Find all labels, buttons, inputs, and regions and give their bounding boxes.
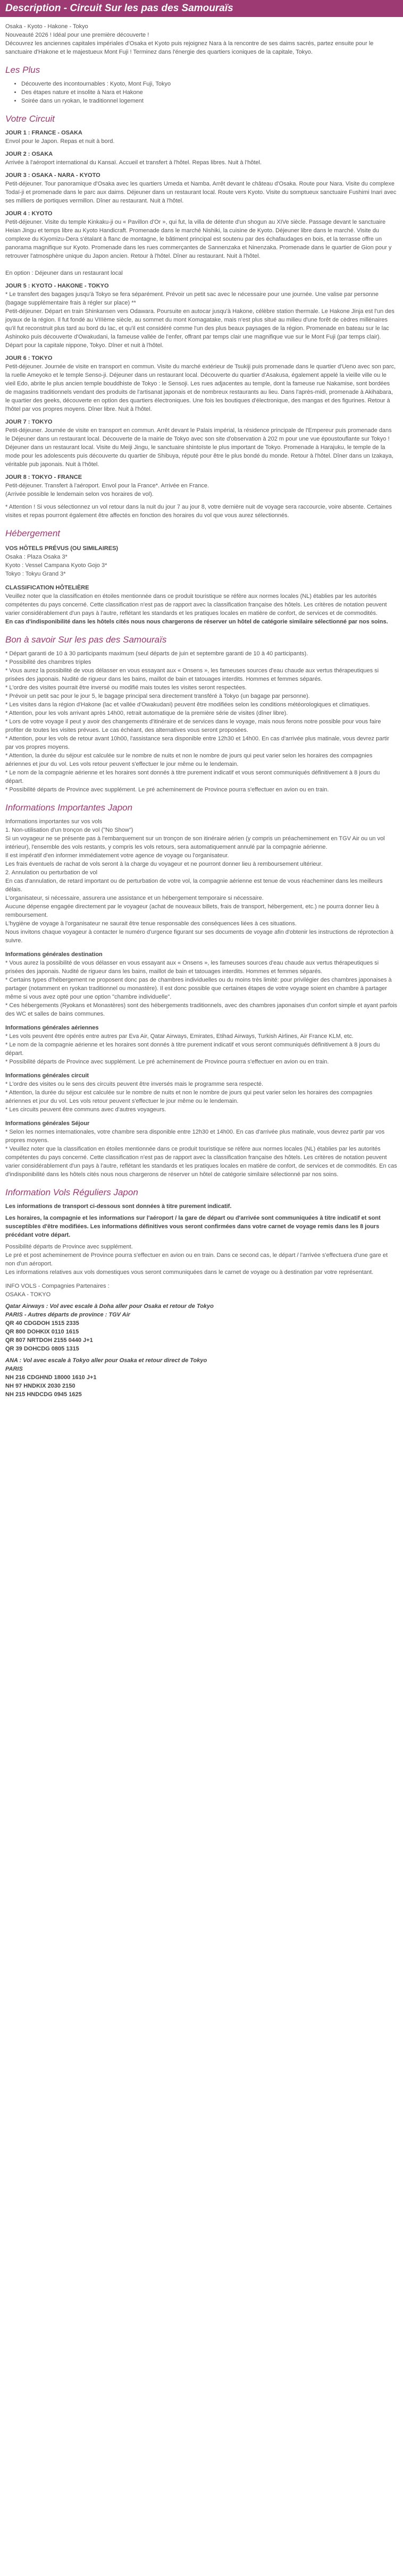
good-to-know-item: * Attention, la durée du séjour est calculée sur le nombre de nuits et non le nombre de jours qui peut varier selon les horaires des compagnies aériennes et jour du vol. Les vols retour peuvent s'effectuer le jour même ou le lendemain. — [5, 753, 373, 767]
ana-flight: NH 97 HNDKIX 2030 2150 — [5, 1383, 75, 1389]
day-text: Petit-déjeuner. Visite du temple Kinkaku-ji ou « Pavillon d'Or », qui fut, la villa de détente d'un shogun au XIVe siècle. Passage devant le sanctuaire Heian Jingu et temps libre au Kyoto Handicraft. Promenade dans le marché Nishiki, la cuisine de Kyoto. Déjeuner libre dans le marché. Visite du complexe du Kiyomizu-Dera s'étalant à flanc de montagne, le bâtiment principal est soutenu par des échafaudages en bois, et la terrasse offre un panorama magnifique sur Kyoto. Promenade dans les rues commerçantes de Sannenzaka et Ninenzaka. Promenade dans le quartier de Gion pour y retrouver l'atmosphère unique du Japon ancien. Retour à l'hôtel. Dîner au restaurant. Nuit à l'hôtel. En option : Déjeuner dans un restaurant local — [5, 219, 392, 276]
hotels-heading: Hébergement — [5, 528, 61, 538]
page-banner — [0, 0, 403, 17]
important-heading: Informations Importantes Japon — [5, 803, 133, 813]
important-section — [5, 1024, 398, 1066]
banner-title: Description - Circuit Sur les pas des Samouraïs — [5, 3, 233, 14]
day-text: Petit-déjeuner. Journée de visite en transport en commun. Visite du marché extérieur de Tsukiji puis promenade dans le quartier d'Ueno avec son parc, la ruelle Ameyoko et le temple Senso-ji. Déjeuner dans un restaurant local. Découverte du quartier d'Asakusa, également appelé la vieille ville ou le vieil Edo, abrite le plus ancien temple bouddhiste de Tokyo : le Sensoji. Les rues adjacentes au temple, dont la fameuse rue Nakamise, sont bordées de magasins traditionnels vendant des produits de l'artisanat japonais et de nombreux restaurants au lieu. Dans l'après-midi, promenade à Akihabara, le quartier des geeks, découverte en option des quartiers électroniques. Une fois les boutiques d'électronique, des mangas et des figurines. Retour à l'hôtel par vos propres moyens. Dîner libre. Nuit à l'hôtel. — [5, 364, 396, 412]
day-title: JOUR 2 : OSAKA — [5, 151, 53, 157]
qatar-title: Qatar Airways : Vol avec escale à Doha aller pour Osaka et retour de Tokyo — [5, 1303, 214, 1310]
good-to-know-item: * Lors de votre voyage il peut y avoir des changements d'itinéraire et de services dans le voyage, mais nous ferons notre possible pour vous faire profiter de toutes les visites prévues. Le cas échéant, des alternatives vous seront proposées. — [5, 719, 381, 733]
day-title: JOUR 1 : FRANCE - OSAKA — [5, 130, 82, 136]
hotels-list — [5, 553, 398, 578]
day-text: * Le transfert des bagages jusqu'à Tokyo se fera séparément. Prévoir un petit sac avec le nécessaire pour une journée. Une valise par personne (bagage supplémentaire frais à régler sur place) ** Petit-déjeuner. Départ en train Shinkansen vers Odawara. Poursuite en autocar jusqu'à Hakone, célèbre station thermale. Le Hakone Jinja est l'un des joyaux de la région. Il fut fondé au VIIIème siècle, au sommet du mont Komagatake, mais n'est plus situé au milieu d'une forêt de cèdres millénaires qu'il fut reconstruit plus tard au bord du lac, et qu'il est considéré comme l'un des plus beaux paysages de la région. Promenade en bateau sur le lac Ashinoko puis découverte d'Owakudani, la fameuse vallée de l'enfer, offrant par temps clair une magnifique vue sur le Mont Fuji (par temps clair). Départ pour la capitale nippone, Tokyo. Dîner et nuit à l'hôtel. — [5, 291, 394, 349]
ana-flight: NH 215 HNDCDG 0945 1625 — [5, 1391, 82, 1398]
hotels-class-block — [5, 592, 398, 626]
hotel-item: Tokyo : Tokyu Grand 3* — [5, 571, 66, 577]
plus-item: • Découverte des incontournables : Kyoto, Mont Fuji, Tokyo — [21, 80, 398, 88]
day-block — [5, 418, 398, 469]
day-title: JOUR 3 : OSAKA - NARA - KYOTO — [5, 172, 100, 179]
day-title: JOUR 8 : TOKYO - FRANCE — [5, 474, 82, 480]
qatar-flight: QR 40 CDGDOH 1515 2335 — [5, 1320, 79, 1327]
qatar-block — [5, 1302, 398, 1353]
day-text: Petit-déjeuner. Tour panoramique d'Osaka avec les quartiers Umeda et Namba. Arrêt devant le château d'Osaka. Route pour Nara. Visite du complexe Todaï-ji et promenade dans le parc aux daims. Déjeuner dans un restaurant local. Route vers Kyoto. Visite du somptueux sanctuaire Fushimi Inari avec ses milliers de portiques vermillon. Dîner au restaurant. Nuit à l'hôtel. — [5, 181, 397, 204]
important-section-title: Informations générales circuit — [5, 1072, 89, 1079]
qatar-sub: PARIS - Autres départs de province : TGV Air — [5, 1312, 130, 1318]
ana-sub: PARIS — [5, 1366, 23, 1372]
important-section-text: * L'ordre des visites ou le sens des circuits peuvent être inversés mais le programme sera respecté. * Attention, la durée du séjour est calculée sur le nombre de nuits et non le nombre de jours qui peut varier selon les horaires des compagnies aériennes et jour du vol. Les vols retour peuvent s'effectuer le jour même ou le lendemain. * Les circuits peuvent être communs avec d'autres voyageurs. — [5, 1081, 373, 1113]
important-section-title: Informations générales aériennes — [5, 1025, 99, 1031]
plus-list — [21, 80, 398, 105]
good-to-know-list — [5, 649, 398, 794]
good-to-know-item: * Attention, pour les vols de retour avant 10h00, l'assistance sera disponible entre 12h30 et 14h00. En cas d'arrivée plus matinale, vous devrez partir par vos propres moyens. — [5, 736, 390, 750]
day-title: JOUR 5 : KYOTO - HAKONE - TOKYO — [5, 283, 109, 289]
good-to-know-item: * Les visites dans la région d'Hakone (lac et vallée d'Owakudani) peuvent être modifiées selon les conditions météorologiques et climatiques. — [5, 702, 370, 708]
important-section-text: * Les vols peuvent être opérés entre autres par Eva Air, Qatar Airways, Emirates, Etihad Airways, Turkish Airlines, Air France KLM, etc. * Le nom de la compagnie aérienne et les horaires sont donnés à titre purement indicatif et vous seront communiqués définitivement à 8 jours du départ. * Possibilité départs de Province avec supplément. Le pré acheminement de Province pourra s'effectuer en avion ou en train. — [5, 1033, 380, 1065]
ana-title: ANA : Vol avec escale à Tokyo aller pour Osaka et retour direct de Tokyo — [5, 1357, 207, 1364]
good-to-know-item: * Possibilité des chambres triples — [5, 659, 91, 665]
flights-heading: Information Vols Réguliers Japon — [5, 1187, 138, 1197]
important-section-text: * Selon les normes internationales, votre chambre sera disponible entre 12h30 et 14h00. En cas d'arrivée plus matinale, vous devrez partir par vos propres moyens. * Veuillez noter que la classification en étoiles mentionnée dans ce produit touristique se réfère aux normes locales (NL) établies par les autorités compétentes du pays concerné. Cette classification n'est pas de rapport avec la classification française des hôtels. Les critères de notation peuvent varier considérablement d'un pays à l'autre, reflétant les standards et les pratiques locales en matière de confort, de services et de commodités. En cas d'indisponibilité dans les hôtels cités nous nous chargerons de réserver un hôtel de catégorie similaire sélectionné par nos soins. — [5, 1129, 397, 1178]
hotels-class-heading: CLASSIFICATION HÔTELIÈRE — [5, 585, 89, 591]
itinerary-note: * Attention ! Si vous sélectionnez un vol retour dans la nuit du jour 7 au jour 8, votre dernière nuit de voyage sera raccourcie, voire absente. Certaines visites et repas pourront également être affectés en fonction des horaires du vol que vous aurez sélectionnés. — [5, 504, 392, 519]
intro-block — [5, 22, 398, 56]
good-to-know-item: * Vous aurez la possibilité de vous délasser en vous essayant aux « Onsens », les fameuses sources d'eau chaude aux vertus thérapeutiques si prisées des japonais. Nudité de rigueur dans les bains, maillot de bain et tatouages interdits. Hommes et femmes séparés. — [5, 668, 379, 682]
important-section — [5, 1119, 398, 1179]
intro-route: Osaka - Kyoto - Hakone - Tokyo — [5, 23, 88, 30]
day-block — [5, 354, 398, 413]
intro-novelty: Nouveauté 2026 ! Idéal pour une première découverte ! — [5, 32, 149, 38]
ana-flight: NH 216 CDGHND 18000 1610 J+1 — [5, 1374, 97, 1381]
important-intro: Informations importantes sur vos vols 1. Non-utilisation d'un tronçon de vol ("No Show") Si un voyageur ne se présente pas à l'embarquement sur un tronçon de son itinéraire aérien (y compris un préacheminement en TGV Air ou un vol intérieur), l'ensemble des vols restants, y compris les vols retours, sera automatiquement annulé par la compagnie aérienne. Il est impératif d'en informer immédiatement votre agence de voyage ou l'organisateur. Les frais éventuels de rachat de vols seront à la charge du voyageur et ne pourront donner lieu à remboursement ultérieur. 2. Annulation ou perturbation de vol En cas d'annulation, de retard important ou de perturbation de votre vol, la compagnie aérienne est tenue de vous réacheminer dans les meilleurs délais. L'organisateur, si nécessaire, assurera une assistance et un hébergement temporaire si nécessaire. Aucune dépense engagée directement par le voyageur (achat de nouveaux billets, frais de transport, hébergement, etc.) ne pourra donner lieu à remboursement. L'hygiène de voyage à l'organisateur ne saurait être tenue responsable des conséquences liées à ces situations. Nous invitons chaque voyageur à contacter le numéro d'urgence figurant sur ses documents de voyage afin d'obtenir les instructions de réprotection à suivre. — [5, 818, 394, 944]
good-to-know-item: * L'ordre des visites pourrait être inversé ou modifié mais toutes les visites seront respectées. — [5, 685, 247, 691]
intro-text: Découvrez les anciennes capitales impériales d'Osaka et Kyoto puis rejoignez Nara à la rencontre de ses daims sacrés, partez ensuite pour le sanctuaire d'Hakone et le majestueux Mont Fuji ! Terminez dans l'énergie des quartiers iconiques de la capitale, Tokyo. — [5, 40, 374, 55]
day-title: JOUR 7 : TOKYO — [5, 419, 53, 425]
hotel-item: Kyoto : Vessel Campana Kyoto Gojo 3* — [5, 562, 107, 569]
day-text: Petit-déjeuner. Transfert à l'aéroport. Envol pour la France*. Arrivée en France. (Arrivée possible le lendemain selon vos horaires de vol). — [5, 483, 209, 497]
important-section-title: Informations générales Séjour — [5, 1120, 90, 1127]
day-text: Petit-déjeuner. Journée de visite en transport en commun. Arrêt devant le Palais impérial, la résidence principale de l'Empereur puis promenade dans le Déjeuner dans un restaurant local. Découverte de la mairie de Tokyo avec son site d'observation à 202 m pour une vue époustouflante sur Tokyo ! Déjeuner dans un restaurant local. Visite du Meiji Jingu, le sanctuaire shintoïste le plus important de Tokyo. Promenade à Harajuku, le temple de la mode pour les adolescents puis découverte du quartier de Shibuya, réputé pour être le plus bondé du monde. Retour à l'hôtel. Dîner dans un Izakaya, véritable pub japonais. Nuit à l'hôtel. — [5, 427, 393, 468]
good-to-know-item: * Possibilité départs de Province avec supplément. Le pré acheminement de Province pourra s'effectuer en avion ou en train. — [5, 787, 329, 793]
good-to-know-item: * Départ garanti de 10 à 30 participants maximum (seul départs de juin et septembre garanti de 10 à 40 participants). — [5, 651, 308, 657]
flights-disclaimer-detail: Les horaires, la compagnie et les informations sur l'aéroport / la gare de départ ou d'arrivée sont communiquées à titre indicatif et sont susceptibles d'être modifiées. Les informations définitives vous seront confirmées dans votre carnet de voyage remis dans les 8 jours précédant votre départ. — [5, 1215, 381, 1238]
good-to-know-heading: Bon à savoir Sur les pas des Samouraïs — [5, 635, 167, 645]
good-to-know-item: * Prévoir un petit sac pour le jour 5, le bagage principal sera directement transféré à Tokyo (un bagage par personne). — [5, 693, 310, 699]
day-block — [5, 171, 398, 205]
day-block — [5, 473, 398, 499]
important-section-title: Informations générales destination — [5, 951, 103, 958]
good-to-know-item: * Le nom de la compagnie aérienne et les horaires sont donnés à titre purement indicatif et vous seront communiqués définitivement à 8 jours du départ. — [5, 770, 380, 784]
hotel-item: Osaka : Plaza Osaka 3* — [5, 554, 68, 560]
important-section — [5, 1071, 398, 1114]
hotels-subheading: VOS HÔTELS PRÉVUS (OU SIMILAIRES) — [5, 545, 119, 552]
day-text: Envol pour le Japon. Repas et nuit à bord. — [5, 138, 115, 145]
day-block — [5, 209, 398, 277]
day-block — [5, 150, 398, 167]
day-text: Arrivée à l'aéroport international du Kansaï. Accueil et transfert à l'hôtel. Repas libres. Nuit à l'hôtel. — [5, 159, 262, 166]
plus-item: • Des étapes nature et insolite à Nara et Hakone — [21, 88, 398, 97]
flights-route-title: INFO VOLS - Compagnies Partenaires : OSAKA - TOKYO — [5, 1283, 110, 1298]
ana-block — [5, 1356, 398, 1399]
hotels-class-bold: En cas d'indisponibilité dans les hôtels cités nous nous chargerons de réserver un hôtel de catégorie similaire sélectionné par nos soins. — [5, 619, 388, 625]
day-title: JOUR 6 : TOKYO — [5, 355, 53, 361]
day-title: JOUR 4 : KYOTO — [5, 210, 53, 217]
qatar-flight: QR 807 NRTDOH 2155 0440 J+1 — [5, 1337, 93, 1344]
important-section-text: * Vous aurez la possibilité de vous délasser en vous essayant aux « Onsens », les fameuses sources d'eau chaude aux vertus thérapeutiques si prisées des japonais. Nudité de rigueur dans les bains, maillot de bain et tatouages interdits. Hommes et femmes séparés. * Certains types d'hébergement ne proposent donc pas de chambres individuelles ou du moins très limité: pour privilégier des chambres japonaises à partager (notamment en ryokan traditionnel ou monastère). Il est donc possible que certaines étapes de votre voyage soient en chambre à partager même si vous avez opté pour une option "chambre individuelle". * Ces hébergements (Ryokans et Monastères) sont des hébergements traditionnels, avec des chambres japonaises d'un confort simple et ayant parfois des WC et salles de bains communes. — [5, 960, 398, 1017]
qatar-flight: QR 39 DOHCDG 0805 1315 — [5, 1346, 79, 1352]
day-block — [5, 129, 398, 146]
itinerary-heading: Votre Circuit — [5, 114, 55, 124]
day-block — [5, 282, 398, 350]
good-to-know-item: * Attention, pour les vols arrivant après 14h00, retrait automatique de la première série de visites (dîner libre). — [5, 710, 288, 716]
plus-heading: Les Plus — [5, 65, 40, 75]
flights-disclaimer: Les informations de transport ci-dessous sont données à titre purement indicatif. — [5, 1203, 232, 1210]
plus-item: • Soirée dans un ryokan, le traditionnel logement — [21, 97, 398, 105]
important-section — [5, 950, 398, 1018]
hotels-class-text: Veuillez noter que la classification en étoiles mentionnée dans ce produit touristique se réfère aux normes locales (NL) établies par les autorités compétentes du pays concerné. Cette classification n'est pas de rapport avec la classification française des hôtels. Les critères de notation peuvent varier considérablement d'un pays à l'autre, reflétant les standards et les pratiques locales en matière de confort, de services et de commodités. — [5, 593, 387, 616]
flights-province: Possibilité départs de Province avec supplément. Le pré et post acheminement de Province pourra s'effectuer en avion ou en train. Dans ce second cas, le départ / l'arrivée s'effectuera d'une gare et non d'un aéroport. Les informations relatives aux vols domestiques vous seront communiquées dans le carnet de voyage ou à destination par votre représentant. — [5, 1244, 388, 1276]
qatar-flight: QR 800 DOHKIX 0110 1615 — [5, 1329, 79, 1335]
